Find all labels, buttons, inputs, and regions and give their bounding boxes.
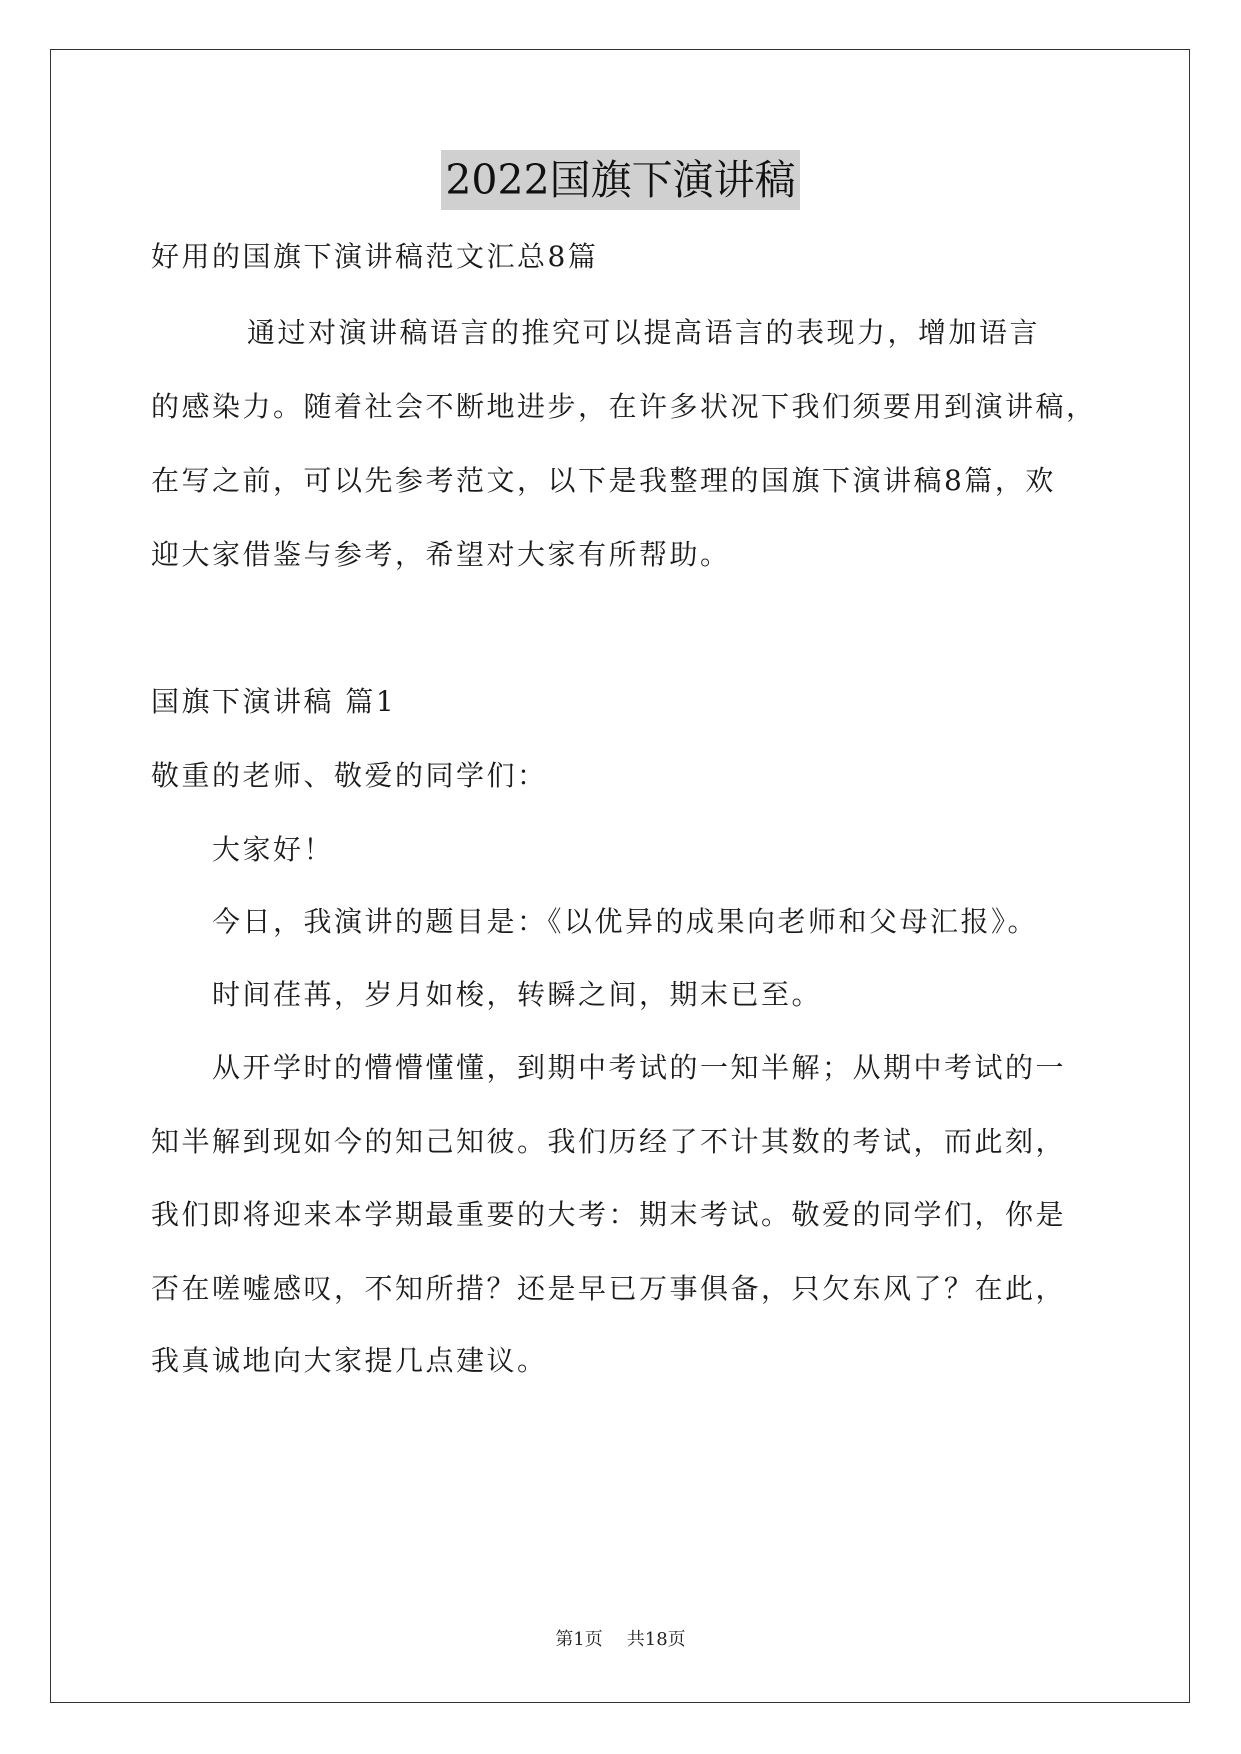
section-heading: 国旗下演讲稿 篇1 [151,685,397,718]
body-line-2: 知半解到现如今的知己知彼。我们历经了不计其数的考试，而此刻， [151,1125,1067,1158]
salutation: 敬重的老师、敬爱的同学们： [151,759,548,792]
document-title: 2022国旗下演讲稿 [441,150,799,210]
page-footer [0,1628,1241,1652]
subtitle: 好用的国旗下演讲稿范文汇总8篇 [151,240,599,273]
body-line-5: 我真诚地向大家提几点建议。 [151,1344,548,1377]
title-container [0,150,1241,210]
intro-line-4: 迎大家借鉴与参考，希望对大家有所帮助。 [151,538,731,571]
page-number: 第1页 [555,1629,603,1650]
page-total: 共18页 [626,1629,686,1650]
body-line-1: 从开学时的懵懵懂懂，到期中考试的一知半解；从期中考试的一 [212,1051,1067,1084]
intro-line-3: 在写之前，可以先参考范文，以下是我整理的国旗下演讲稿8篇，欢 [151,464,1056,497]
page-border [50,49,1190,1703]
intro-line-2: 的感染力。随着社会不断地进步，在许多状况下我们须要用到演讲稿， [151,390,1097,423]
intro-line-1: 通过对演讲稿语言的推究可以提高语言的表现力，增加语言 [247,316,1041,349]
greeting: 大家好！ [212,833,335,866]
body-line-3: 我们即将迎来本学期最重要的大考：期末考试。敬爱的同学们，你是 [151,1198,1067,1231]
topic-line: 今日，我演讲的题目是：《以优异的成果向老师和父母汇报》。 [212,905,1039,938]
body-line-4: 否在嗟嘘感叹，不知所措？还是早已万事俱备，只欠东风了？在此， [151,1272,1067,1305]
time-line: 时间荏苒，岁月如梭，转瞬之间，期末已至。 [212,978,823,1011]
